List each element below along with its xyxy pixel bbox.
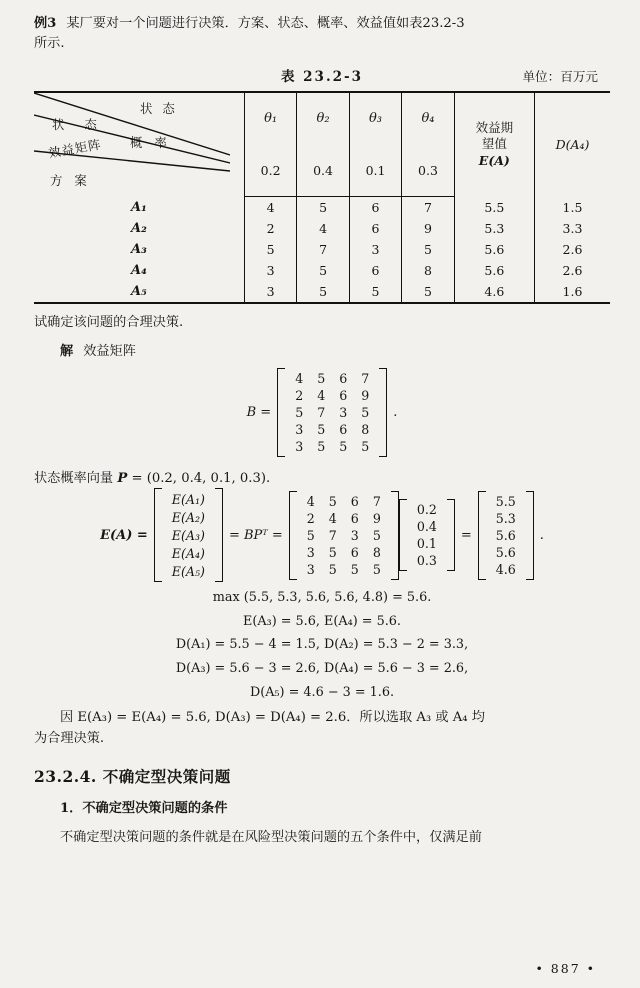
page-number: • 887 • [535,961,596,976]
matrix-b-period: . [393,405,398,420]
matrix-b-label: B = [246,405,272,420]
header-expected-value [454,93,534,197]
b2-0-3: 7 [372,493,381,509]
r-3: 5.6 [495,527,516,543]
row4-v2: 5 [297,260,349,281]
row1-v3: 6 [349,197,401,219]
row5-da: 1.6 [534,281,610,302]
header-plan: 方 案 [50,172,91,188]
prob-vector-symbol: P [117,471,128,486]
decision-table [34,91,610,305]
example-label: 例3 [34,16,57,31]
row2-v2: 4 [297,218,349,239]
header-probability: 概 率 [130,134,171,150]
b-0-2: 6 [339,371,348,386]
b2-0-1: 5 [328,493,337,509]
b-2-3: 5 [361,405,370,420]
row1-v1: 4 [244,197,296,219]
conclusion-line-2: 为合理决策. [34,730,105,746]
matrix-b-repeat [289,491,399,580]
header-theta-4: θ₄ [402,93,454,144]
header-deviation-symbol: D(A₄) [555,137,590,153]
header-state-top: 状 态 [52,116,105,132]
b2-2-3: 5 [372,527,381,543]
bpt-label: = BPᵀ = [228,527,283,543]
b2-1-0: 2 [306,510,315,526]
row3-v3: 3 [349,239,401,260]
table-caption: 表 23.2-3 [280,68,364,85]
solution-text: 效益矩阵 [83,344,136,360]
example-intro [34,14,610,55]
b-1-1: 4 [317,388,326,403]
question-prompt: 试确定该问题的合理决策. [34,315,184,331]
header-theta-3: θ₃ [349,93,401,144]
row2-v4: 9 [402,218,454,239]
probability-vector-line [34,467,610,486]
table-unit: 单位：百万元 [522,68,598,84]
equals-sign: = [460,527,472,543]
expected-value-block [34,488,610,582]
b-4-0: 3 [295,439,304,454]
ea-3: E(A₃) [171,527,205,543]
example-line2: 所示. [34,36,65,52]
conclusion-line-1: 因 E(A₃) = E(A₄) = 5.6, D(A₃) = D(A₄) = 2.6．所以选取 A₃ 或 A₄ 均 [60,710,485,726]
table-row [34,239,610,260]
b2-4-2: 5 [350,561,359,577]
b-0-3: 7 [361,371,370,386]
ea-vector [154,488,223,582]
b-1-2: 6 [339,388,348,403]
b2-0-2: 6 [350,493,359,509]
prob-2: 0.4 [297,144,349,197]
row5-v2: 5 [297,281,349,302]
calc-line-1: max (5.5, 5.3, 5.6, 5.6, 4.8) = 5.6. [212,590,432,605]
ea-1: E(A₁) [171,491,205,507]
row3-da: 2.6 [534,239,610,260]
b-3-0: 3 [295,422,304,437]
row-plan-1: A₁ [131,200,147,216]
row4-v1: 3 [244,260,296,281]
b-2-2: 3 [339,405,348,420]
b2-1-1: 4 [328,510,337,526]
p-3: 0.1 [416,536,437,551]
row-plan-2: A₂ [131,221,147,237]
table-caption-row [34,65,610,85]
table-row [34,218,610,239]
row1-v2: 5 [297,197,349,219]
table-row [34,281,610,302]
header-expect-line2: 望值 [481,136,507,152]
prob-1: 0.2 [244,144,296,197]
matrix-b [277,368,387,457]
b-4-2: 5 [339,439,348,454]
b-2-0: 5 [295,405,304,420]
table-header-row [34,93,610,144]
prob-3: 0.1 [349,144,401,197]
row1-ea: 5.5 [454,197,534,219]
row2-v3: 6 [349,218,401,239]
b2-2-0: 5 [306,527,315,543]
prob-vector-value: = (0.2, 0.4, 0.1, 0.3). [131,471,271,486]
header-theta-2: θ₂ [297,93,349,144]
header-deviation [534,93,610,197]
header-state-right: 状 态 [140,100,178,116]
calc-line-3: D(A₁) = 5.5 − 4 = 1.5, D(A₂) = 5.3 − 2 = 3.3, [175,637,469,653]
row4-da: 2.6 [534,260,610,281]
row-plan-5: A₅ [131,284,147,300]
b-4-1: 5 [317,439,326,454]
header-benefit-matrix: 效益矩阵 [47,136,103,161]
b-3-2: 6 [339,422,348,437]
ea-5: E(A₅) [171,563,205,579]
section-sub-heading: 1．不确定型决策问题的条件 [60,801,228,817]
row4-v4: 8 [402,260,454,281]
ea-label: E(A) = [100,527,148,543]
p-1: 0.2 [416,502,437,517]
row2-v1: 2 [244,218,296,239]
ea-4: E(A₄) [171,545,205,561]
r-5: 4.6 [495,561,516,577]
b2-3-1: 5 [328,544,337,560]
result-period: . [539,527,544,543]
row5-v1: 3 [244,281,296,302]
b-1-3: 9 [361,388,370,403]
b2-4-1: 5 [328,561,337,577]
example-line1: 某厂要对一个问题进行决策．方案、状态、概率、效益值如表23.2-3 [66,16,465,31]
row3-v2: 7 [297,239,349,260]
b-1-0: 2 [295,388,304,403]
matrix-b-block [34,368,610,457]
prob-4: 0.3 [402,144,454,197]
row1-v4: 7 [402,197,454,219]
section-paragraph: 不确定型决策问题的条件就是在风险型决策问题的五个条件中，仅满足前 [60,830,482,846]
header-corner-cell [34,93,244,197]
b2-1-2: 6 [350,510,359,526]
section-heading: 23.2.4. 不确定型决策问题 [34,767,231,787]
b-4-3: 5 [361,439,370,454]
b2-4-0: 3 [306,561,315,577]
row4-ea: 5.6 [454,260,534,281]
calc-line-5: D(A₅) = 4.6 − 3 = 1.6. [249,684,395,700]
header-expect-line1: 效益期 [475,119,514,135]
r-4: 5.6 [495,544,516,560]
b2-0-0: 4 [306,493,315,509]
calc-line-4: D(A₃) = 5.6 − 3 = 2.6, D(A₄) = 5.6 − 3 = 2.6, [175,661,469,677]
header-theta-1: θ₁ [244,93,296,144]
b-0-0: 4 [295,371,304,386]
prob-vector-prefix: 状态概率向量 [34,471,114,486]
row1-da: 1.5 [534,197,610,219]
result-vector [478,491,534,580]
b-0-1: 5 [317,371,326,386]
row2-ea: 5.3 [454,218,534,239]
row-plan-3: A₃ [131,242,147,258]
table-row [34,197,610,219]
r-1: 5.5 [495,493,516,509]
table-row [34,260,610,281]
row-plan-4: A₄ [131,263,147,279]
p-4: 0.3 [416,553,437,568]
b-2-1: 7 [317,405,326,420]
b-3-1: 5 [317,422,326,437]
row5-v4: 5 [402,281,454,302]
b2-1-3: 9 [372,510,381,526]
calculation-lines [34,586,610,704]
b-3-3: 8 [361,422,370,437]
ea-2: E(A₂) [171,509,205,525]
b2-4-3: 5 [372,561,381,577]
calc-line-2: E(A₃) = 5.6, E(A₄) = 5.6. [242,613,402,629]
solution-label: 解 [60,344,74,360]
row3-ea: 5.6 [454,239,534,260]
b2-2-1: 7 [328,527,337,543]
row3-v1: 5 [244,239,296,260]
b2-3-3: 8 [372,544,381,560]
b2-3-2: 6 [350,544,359,560]
row5-v3: 5 [349,281,401,302]
b2-2-2: 3 [350,527,359,543]
conclusion [34,708,610,749]
header-expect-symbol: E(A) [478,153,510,169]
row4-v3: 6 [349,260,401,281]
solution-line [34,342,610,362]
p-2: 0.4 [416,519,437,534]
row2-da: 3.3 [534,218,610,239]
b2-3-0: 3 [306,544,315,560]
r-2: 5.3 [495,510,516,526]
row3-v4: 5 [402,239,454,260]
row5-ea: 4.6 [454,281,534,302]
p-column-vector [399,499,455,571]
